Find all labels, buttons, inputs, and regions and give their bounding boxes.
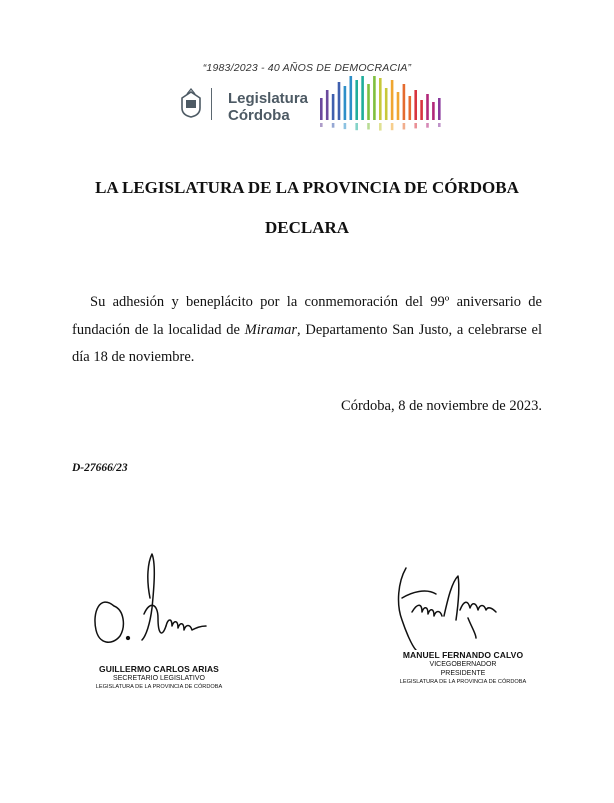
signer-role-left: SECRETARIO LEGISLATIVO xyxy=(113,675,205,682)
signer-name-left: GUILLERMO CARLOS ARIAS xyxy=(99,664,219,674)
logo-bar xyxy=(403,84,406,120)
logo-divider xyxy=(211,88,212,120)
reference-number: D-27666/23 xyxy=(72,462,128,474)
logo-bar-reflection xyxy=(355,123,358,130)
declaration-body xyxy=(72,289,542,372)
locality-name: Miramar xyxy=(244,321,297,338)
document-title: LA LEGISLATURA DE LA PROVINCIA DE CÓRDOBA xyxy=(95,178,519,197)
signer-role1-right: VICEGOBERNADOR xyxy=(429,661,497,668)
signer-org-right: LEGISLATURA DE LA PROVINCIA DE CÓRDOBA xyxy=(399,679,527,685)
body-text-2: , Departamento San Justo, a celebrarse el día 18 de noviembre. xyxy=(72,321,542,365)
signature-block-left xyxy=(66,548,252,691)
signer-role2-right: PRESIDENTE xyxy=(440,670,486,677)
logo-bar xyxy=(361,76,364,120)
logo-line-2: Córdoba xyxy=(228,107,290,124)
logo-bar-reflection xyxy=(379,123,382,131)
logo-bar xyxy=(320,98,323,120)
signature-caption-right xyxy=(372,650,554,686)
logo-line-1: Legislatura xyxy=(228,90,309,107)
logo-bar xyxy=(355,80,358,120)
logo-bar-reflection xyxy=(367,123,370,129)
handwritten-signature-left xyxy=(66,548,252,664)
signer-org-left: LEGISLATURA DE LA PROVINCIA DE CÓRDOBA xyxy=(95,684,223,690)
logo-bar xyxy=(385,88,388,120)
logo-bar-reflection xyxy=(391,123,394,130)
logo-bar xyxy=(432,102,435,120)
logo-bar xyxy=(409,96,412,120)
logo-bar xyxy=(326,90,329,120)
handwritten-signature-right xyxy=(372,558,554,650)
logo-bar xyxy=(426,94,429,120)
logo-bar-reflection xyxy=(438,123,441,127)
logo-bar xyxy=(420,100,423,120)
logo-bar xyxy=(332,94,335,120)
logo-bar xyxy=(350,76,353,120)
logo-bar-reflection xyxy=(332,123,335,128)
logo-bar xyxy=(438,98,441,120)
democracy-bars-graphic xyxy=(318,76,444,132)
logo-bar xyxy=(373,76,376,120)
logo-bar xyxy=(379,78,382,120)
signature-caption-left xyxy=(66,664,252,691)
signature-block-right xyxy=(372,558,554,686)
logo-bar-reflection xyxy=(414,123,417,128)
logo-bar xyxy=(367,84,370,120)
logo-text xyxy=(228,90,308,124)
document-subtitle: DECLARA xyxy=(264,218,350,237)
logo-bar xyxy=(338,82,341,120)
signer-name-right: MANUEL FERNANDO CALVO xyxy=(402,650,524,660)
logo-bar-reflection xyxy=(403,123,406,129)
logo-bar xyxy=(397,92,400,120)
logo-bar-reflection xyxy=(426,123,429,128)
logo-bar xyxy=(414,90,417,120)
logo-bar xyxy=(344,86,347,120)
logo-bar-reflection xyxy=(344,123,347,129)
logo-bar xyxy=(391,80,394,120)
body-text-1: Su adhesión y beneplácito por la conmemoración del 99º aniversario de fundación de la localidad de xyxy=(72,294,542,338)
header-motto: “1983/2023 - 40 AÑOS DE DEMOCRACIA” xyxy=(202,62,412,74)
legislature-logo xyxy=(178,76,444,132)
logo-bar-reflection xyxy=(320,123,323,127)
coat-of-arms-icon xyxy=(178,88,204,118)
date-line: Córdoba, 8 de noviembre de 2023. xyxy=(341,398,542,414)
